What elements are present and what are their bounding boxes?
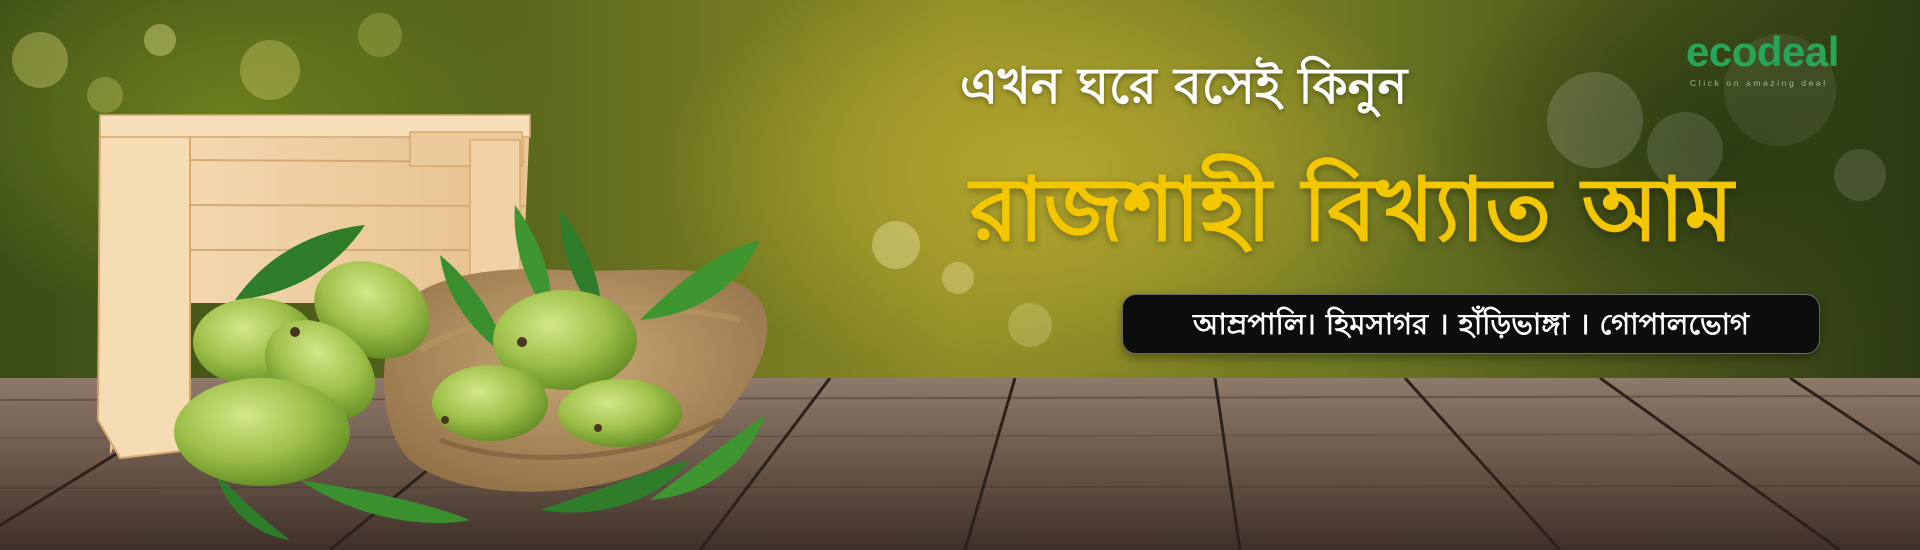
headline-primary: এখন ঘরে বসেই কিনুন [960, 57, 1408, 115]
headline-accent: রাজশাহী বিখ্যাত আম [970, 158, 1734, 261]
brand-logo[interactable] [1686, 28, 1896, 92]
mango-product-illustration [0, 0, 800, 550]
mango-varieties-badge: আম্রপালি। হিমসাগর । হাঁড়িভাঙ্গা । গোপালভোগ [1122, 294, 1820, 354]
brand-name: ecodeal [1686, 28, 1839, 75]
brand-tagline: Click on amazing deal [1690, 78, 1828, 88]
